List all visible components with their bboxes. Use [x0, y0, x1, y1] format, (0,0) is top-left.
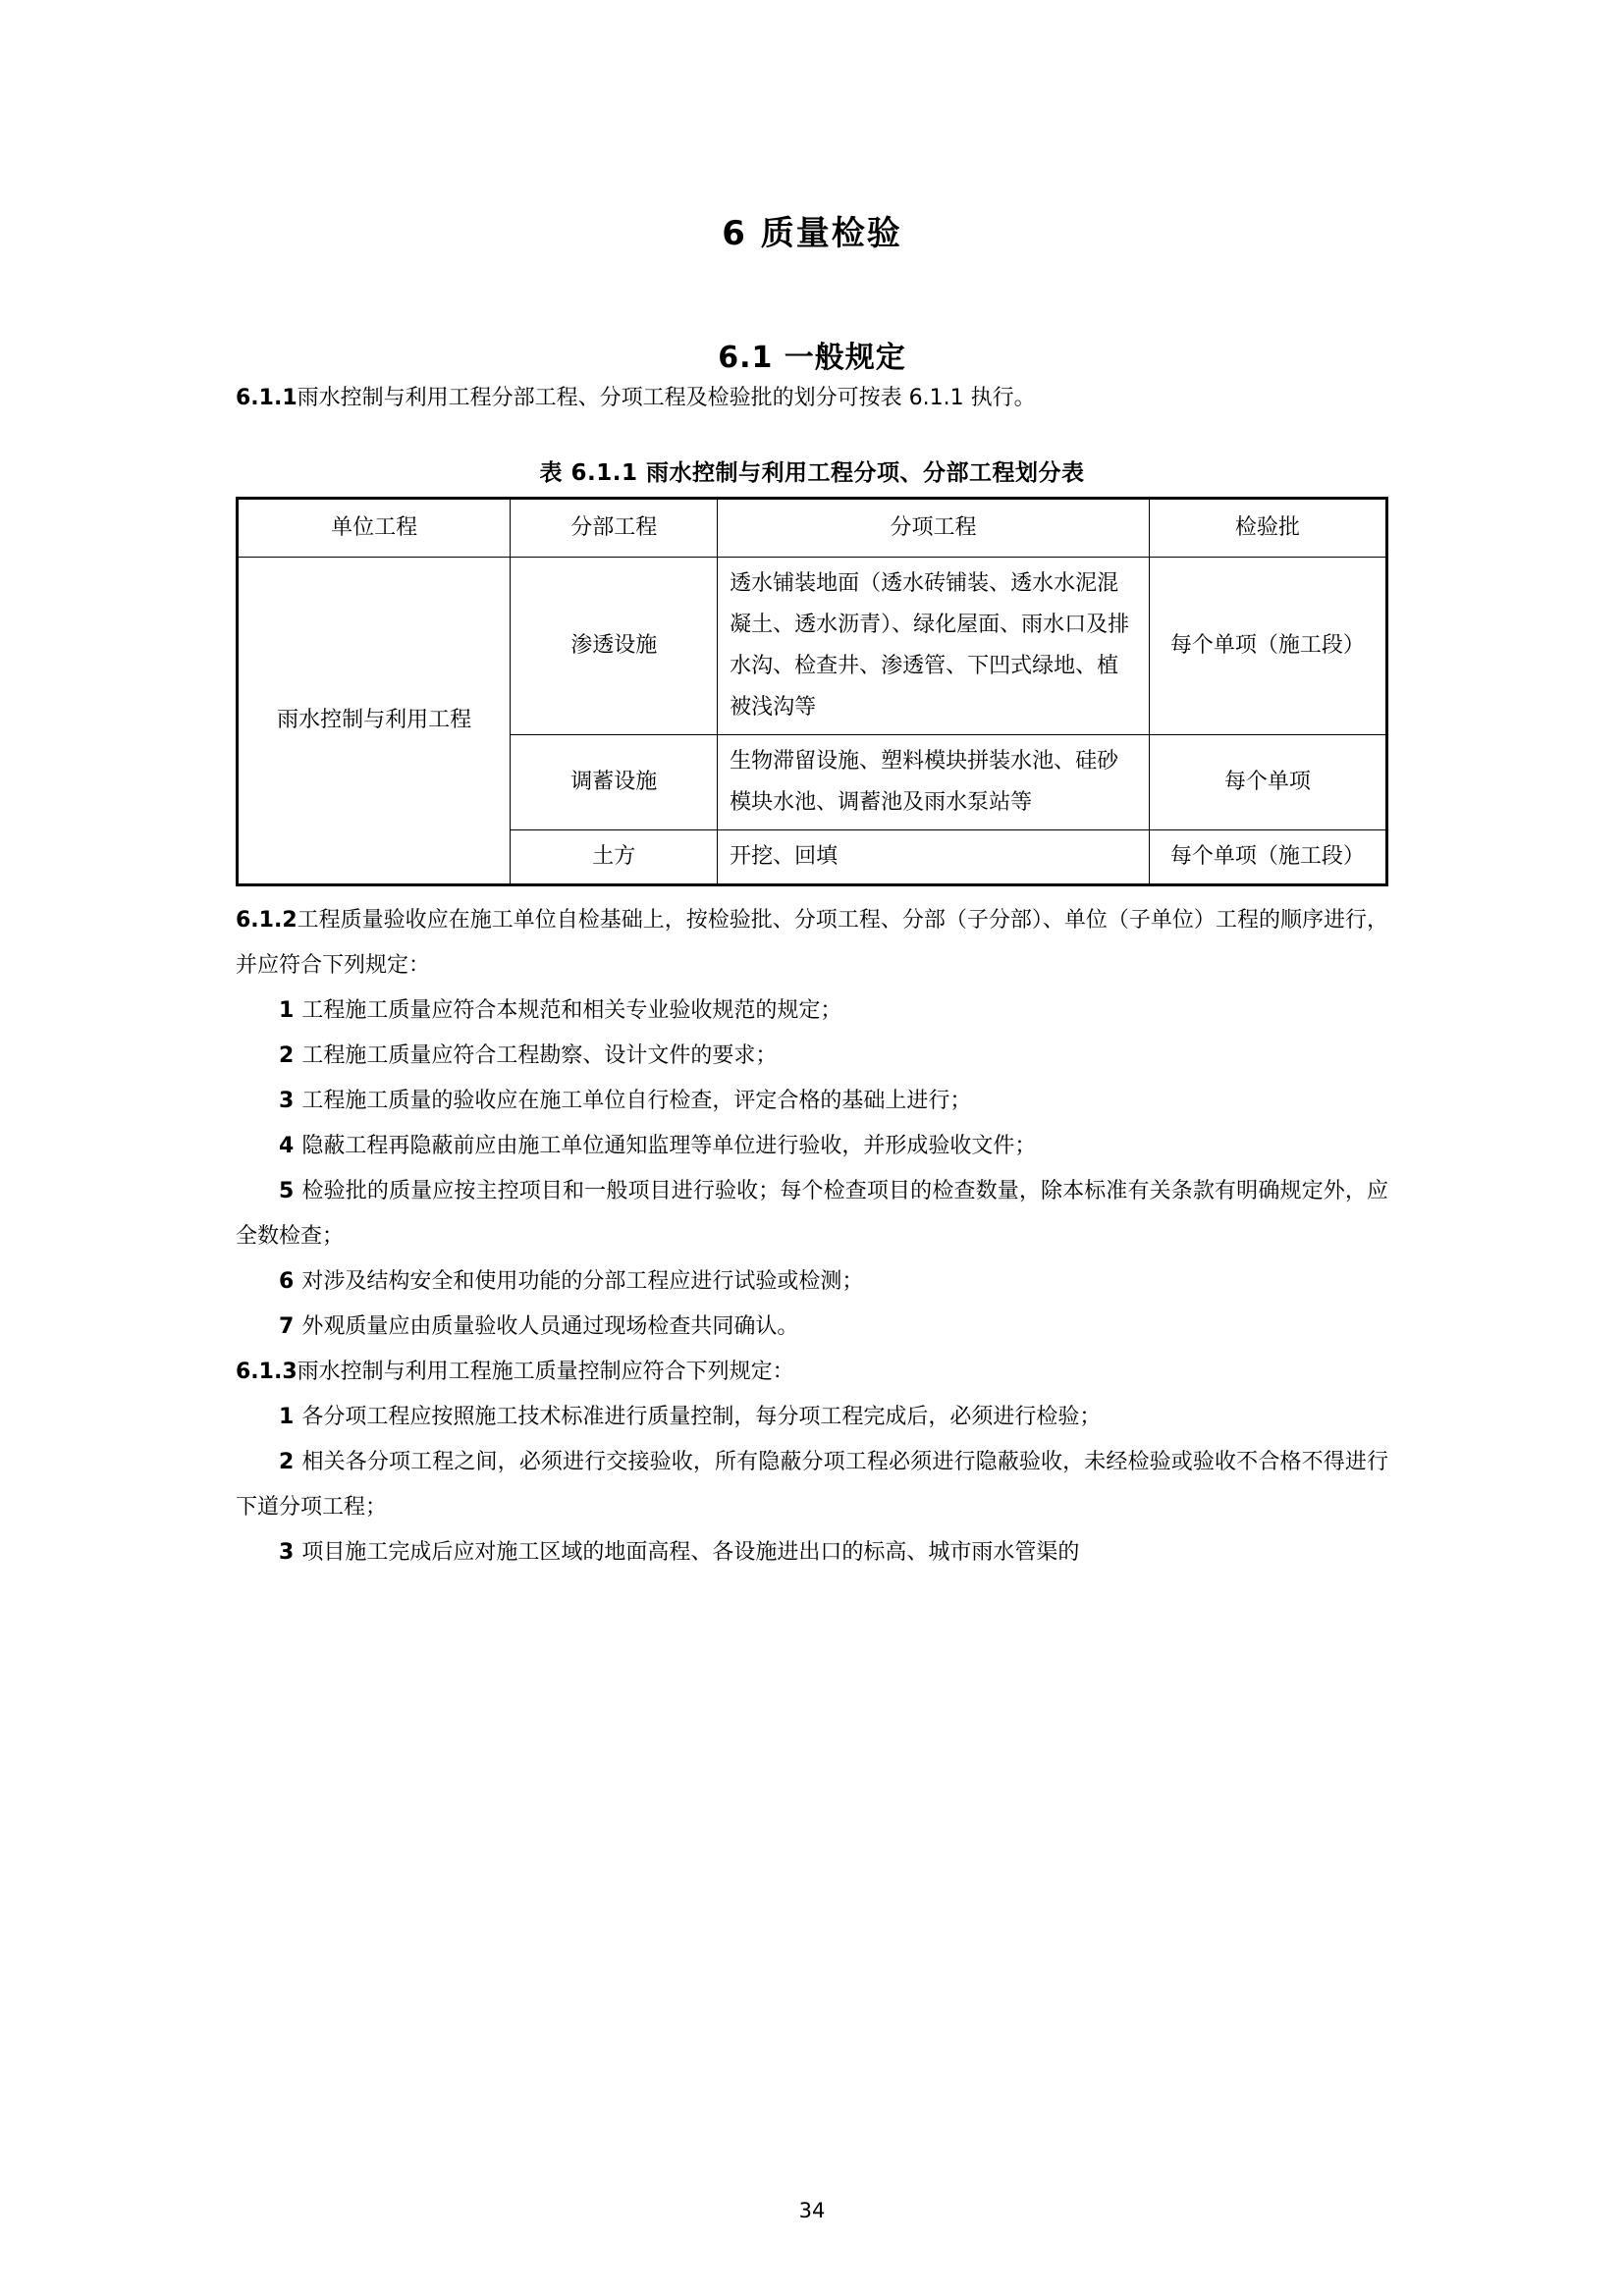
list-item — [236, 1169, 1388, 1259]
list-item — [236, 1305, 1388, 1350]
cell-lot-3: 每个单项（施工段） — [1149, 830, 1386, 885]
cell-item-1: 透水铺装地面（透水砖铺装、透水水泥混凝土、透水沥青）、绿化屋面、雨水口及排水沟、检查井、渗透管、下凹式绿地、植被浅沟等 — [718, 558, 1150, 735]
clause-text: 雨水控制与利用工程施工质量控制应符合下列规定： — [297, 1360, 794, 1384]
list-item — [236, 1259, 1388, 1305]
list-item — [236, 1440, 1388, 1530]
cell-lot-2: 每个单项 — [1149, 735, 1386, 830]
list-item-number: 1 — [279, 998, 295, 1023]
list-item-number: 1 — [279, 1405, 295, 1429]
section-heading: 6.1 一般规定 — [718, 341, 906, 375]
cell-item-2: 生物滞留设施、塑料模块拼装水池、硅砂模块水池、调蓄池及雨水泵站等 — [718, 735, 1150, 830]
list-item — [236, 1395, 1388, 1440]
page-title: 6 质量检验 — [722, 214, 902, 253]
list-item-number: 3 — [279, 1089, 295, 1113]
list-item-text: 项目施工完成后应对施工区域的地面高程、各设施进出口的标高、城市雨水管渠的 — [301, 1540, 1080, 1565]
list-item-text: 相关各分项工程之间，必须进行交接验收，所有隐蔽分项工程必须进行隐蔽验收，未经检验或验收不合格不得进行下道分项工程； — [236, 1450, 1388, 1520]
list-item — [236, 988, 1388, 1034]
list-item-number: 5 — [279, 1179, 295, 1203]
table-header-row — [238, 499, 1387, 558]
list-item-text: 工程施工质量应符合工程勘察、设计文件的要求； — [301, 1043, 778, 1068]
page-number: 34 — [798, 2199, 826, 2222]
clause-number: 6.1.3 — [236, 1360, 298, 1384]
cell-unit-project: 雨水控制与利用工程 — [238, 558, 511, 885]
cell-part-3: 土方 — [511, 830, 718, 885]
clause-number: 6.1.1 — [236, 386, 298, 410]
list-item-number: 7 — [279, 1314, 295, 1339]
list-item — [236, 1124, 1388, 1169]
table-header-item: 分项工程 — [718, 499, 1150, 558]
division-table — [236, 497, 1388, 886]
list-item-text: 对涉及结构安全和使用功能的分部工程应进行试验或检测； — [301, 1269, 864, 1294]
table-row — [238, 558, 1387, 735]
table-header-unit: 单位工程 — [238, 499, 511, 558]
cell-part-2: 调蓄设施 — [511, 735, 718, 830]
list-item — [236, 1530, 1388, 1575]
list-item — [236, 1034, 1388, 1079]
clause-text: 雨水控制与利用工程分部工程、分项工程及检验批的划分可按表 6.1.1 执行。 — [297, 386, 1036, 410]
list-item-number: 4 — [279, 1134, 295, 1158]
list-item-number: 6 — [279, 1269, 295, 1294]
list-item-text: 工程施工质量应符合本规范和相关专业验收规范的规定； — [301, 998, 842, 1023]
cell-item-3: 开挖、回填 — [718, 830, 1150, 885]
list-item-text: 工程施工质量的验收应在施工单位自行检查，评定合格的基础上进行； — [301, 1089, 972, 1113]
list-item-text: 外观质量应由质量验收人员通过现场检查共同确认。 — [301, 1314, 799, 1339]
cell-part-1: 渗透设施 — [511, 558, 718, 735]
clause-6-1-3 — [236, 1350, 1388, 1395]
table-caption: 表 6.1.1 雨水控制与利用工程分项、分部工程划分表 — [539, 460, 1085, 486]
list-item — [236, 1079, 1388, 1124]
list-item-number: 2 — [279, 1043, 295, 1068]
cell-lot-1: 每个单项（施工段） — [1149, 558, 1386, 735]
list-item-text: 检验批的质量应按主控项目和一般项目进行验收；每个检查项目的检查数量，除本标准有关条款有明确规定外，应全数检查； — [236, 1179, 1388, 1249]
list-item-text: 各分项工程应按照施工技术标准进行质量控制，每分项工程完成后，必须进行检验； — [301, 1405, 1102, 1429]
clause-number: 6.1.2 — [236, 908, 298, 933]
list-item-text: 隐蔽工程再隐蔽前应由施工单位通知监理等单位进行验收，并形成验收文件； — [301, 1134, 1037, 1158]
clause-6-1-2 — [236, 898, 1388, 988]
table-header-part: 分部工程 — [511, 499, 718, 558]
list-item-number: 3 — [279, 1540, 295, 1565]
clause-text: 工程质量验收应在施工单位自检基础上，按检验批、分项工程、分部（子分部）、单位（子单位）工程的顺序进行，并应符合下列规定： — [236, 908, 1388, 978]
table-header-lot: 检验批 — [1149, 499, 1386, 558]
clause-6-1-1 — [236, 376, 1388, 421]
list-item-number: 2 — [279, 1450, 295, 1474]
